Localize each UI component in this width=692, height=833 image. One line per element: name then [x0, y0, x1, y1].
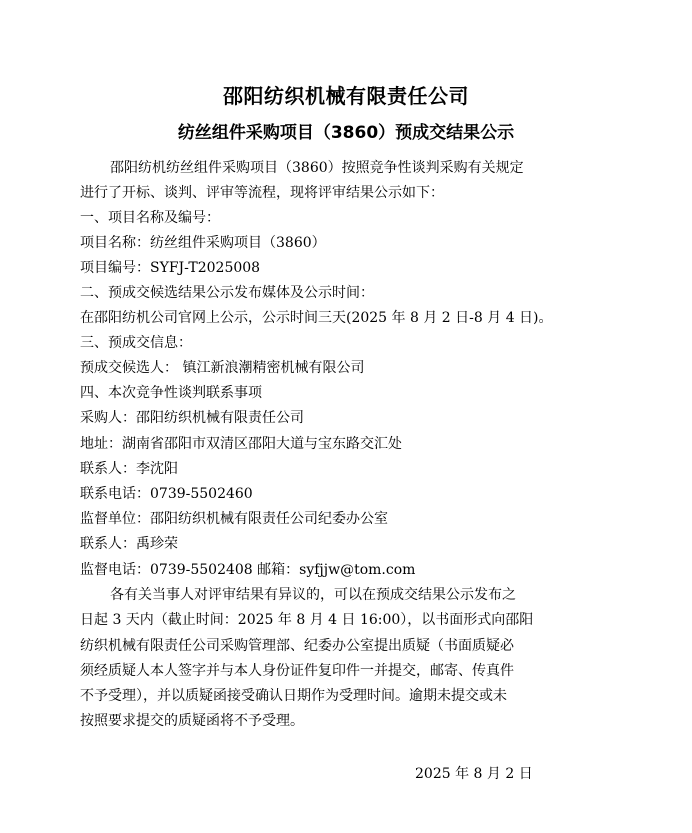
section-4-heading: 四、本次竞争性谈判联系事项 [80, 385, 262, 401]
objection-line-6: 按照要求提交的质疑函将不予受理。 [80, 713, 304, 729]
section-2-heading: 二、预成交候选结果公示发布媒体及公示时间： [80, 285, 374, 301]
objection-line-1: 各有关当事人对评审结果有异议的，可以在预成交结果公示发布之 [110, 587, 516, 603]
section-3-heading: 三、预成交信息： [80, 335, 192, 351]
intro-line-1: 邵阳纺机纺丝组件采购项目（3860）按照竞争性谈判采购有关规定 [110, 160, 524, 176]
candidate: 预成交候选人： 镇江新浪潮精密机械有限公司 [80, 360, 365, 376]
document-subtitle: 纺丝组件采购项目（3860）预成交结果公示 [177, 123, 515, 143]
intro-line-2: 进行了开标、谈判、评审等流程，现将评审结果公示如下： [80, 185, 444, 201]
supervision-phone-email: 监督电话：0739-5502408 邮箱：syfjjw@tom.com [80, 562, 416, 578]
purchaser: 采购人：邵阳纺织机械有限责任公司 [80, 410, 304, 426]
contact-phone-1: 联系电话：0739-5502460 [80, 486, 253, 502]
document-date: 2025 年 8 月 2 日 [415, 766, 533, 782]
supervising-unit: 监督单位：邵阳纺织机械有限责任公司纪委办公室 [80, 511, 388, 527]
project-name: 项目名称：纺丝组件采购项目（3860） [80, 235, 326, 251]
objection-line-4: 须经质疑人本人签字并与本人身份证件复印件一并提交，邮寄、传真件 [80, 663, 514, 679]
objection-line-3: 纺织机械有限责任公司采购管理部、纪委办公室提出质疑（书面质疑必 [80, 638, 514, 654]
contact-person-1: 联系人：李沈阳 [80, 461, 178, 477]
project-number: 项目编号：SYFJ-T2025008 [80, 260, 261, 276]
objection-line-5: 不予受理），并以质疑函接受确认日期作为受理时间。逾期未提交或未 [80, 688, 507, 704]
address: 地址：湖南省邵阳市双清区邵阳大道与宝东路交汇处 [80, 436, 402, 452]
section-1-heading: 一、项目名称及编号： [80, 210, 220, 226]
contact-person-2: 联系人：禹珍荣 [80, 536, 178, 552]
section-2-body: 在邵阳纺机公司官网上公示，公示时间三天(2025 年 8 月 2 日-8 月 4 日)。 [80, 310, 553, 326]
objection-line-2: 日起 3 天内（截止时间：2025 年 8 月 4 日 16:00），以书面形式向邵阳 [80, 612, 534, 628]
document-title: 邵阳纺织机械有限责任公司 [223, 84, 469, 108]
